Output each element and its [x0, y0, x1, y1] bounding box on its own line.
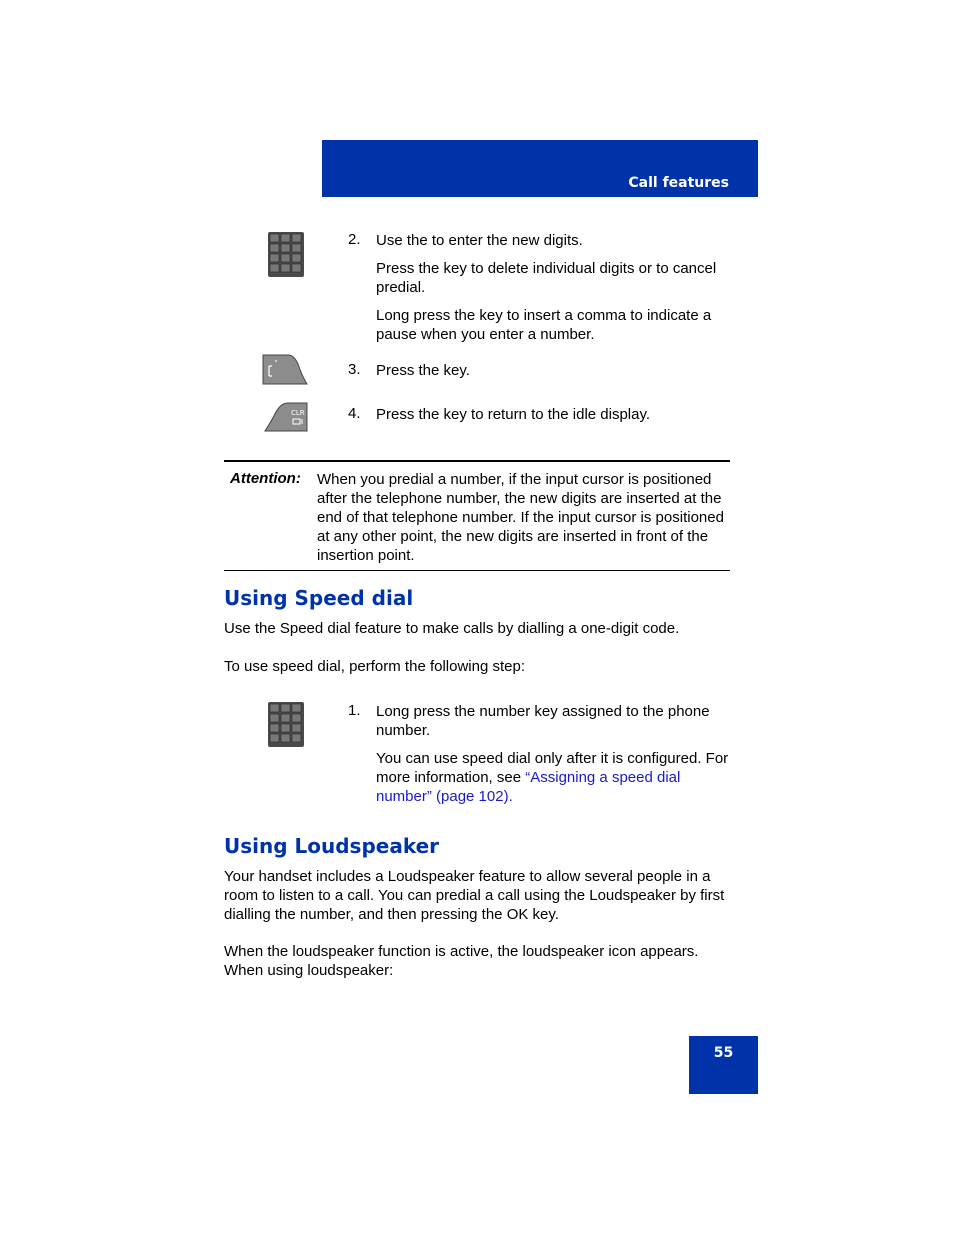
clr-key-label: CLR	[291, 409, 305, 417]
speed-dial-intro: Use the Speed dial feature to make calls by dialling a one-digit code.	[224, 620, 680, 637]
loudspeaker-para-1: Your handset includes a Loudspeaker feature to allow several people in a room to listen to a call. You can predial a call using the Loudspeaker by first dialling the number, and then pressing the OK key.	[224, 868, 725, 923]
step-text: Press the key to return to the idle display.	[376, 406, 651, 423]
page-number: 55	[713, 1045, 734, 1061]
step-number: 1.	[348, 702, 361, 719]
step-note: Press the key to delete individual digits or to cancel predial.	[376, 260, 717, 296]
loudspeaker-para-2: When the loudspeaker function is active, the loudspeaker icon appears. When using loudspeaker:	[224, 943, 699, 979]
section-heading-loudspeaker: Using Loudspeaker	[224, 834, 440, 858]
ok-key-icon	[262, 354, 308, 390]
step-note	[376, 749, 736, 806]
step-number: 2.	[348, 231, 361, 248]
page-number-box	[689, 1036, 758, 1094]
step-text: Use the to enter the new digits.	[376, 232, 583, 249]
step-text: Press the key.	[376, 362, 470, 379]
step-note-text: You can use speed dial only after it is configured. For more information, see	[376, 750, 729, 786]
cross-reference-link[interactable]: “Assigning a speed dial number” (page 102).	[376, 769, 681, 805]
header-bar	[322, 140, 758, 197]
step-text: Long press the number key assigned to the phone number.	[376, 703, 710, 739]
section-heading-speed-dial: Using Speed dial	[224, 586, 414, 610]
keypad-icon	[268, 232, 304, 281]
step-number: 4.	[348, 405, 361, 422]
keypad-icon	[268, 702, 304, 751]
attention-text: When you predial a number, if the input cursor is positioned after the telephone number, the new digits are inserted at the end of that telephone number. If the input cursor is positioned at any other point, the new digits are inserted in front of the insertion point.	[317, 471, 724, 564]
step-number: 3.	[348, 361, 361, 378]
speed-dial-lead: To use speed dial, perform the following step:	[224, 658, 526, 675]
attention-top-rule	[224, 460, 730, 462]
attention-label: Attention:	[230, 470, 301, 487]
step-note: Long press the key to insert a comma to indicate a pause when you enter a number.	[376, 307, 712, 343]
attention-bottom-rule	[224, 570, 730, 571]
clr-key-icon	[264, 402, 308, 436]
header-title: Call features	[628, 175, 729, 191]
